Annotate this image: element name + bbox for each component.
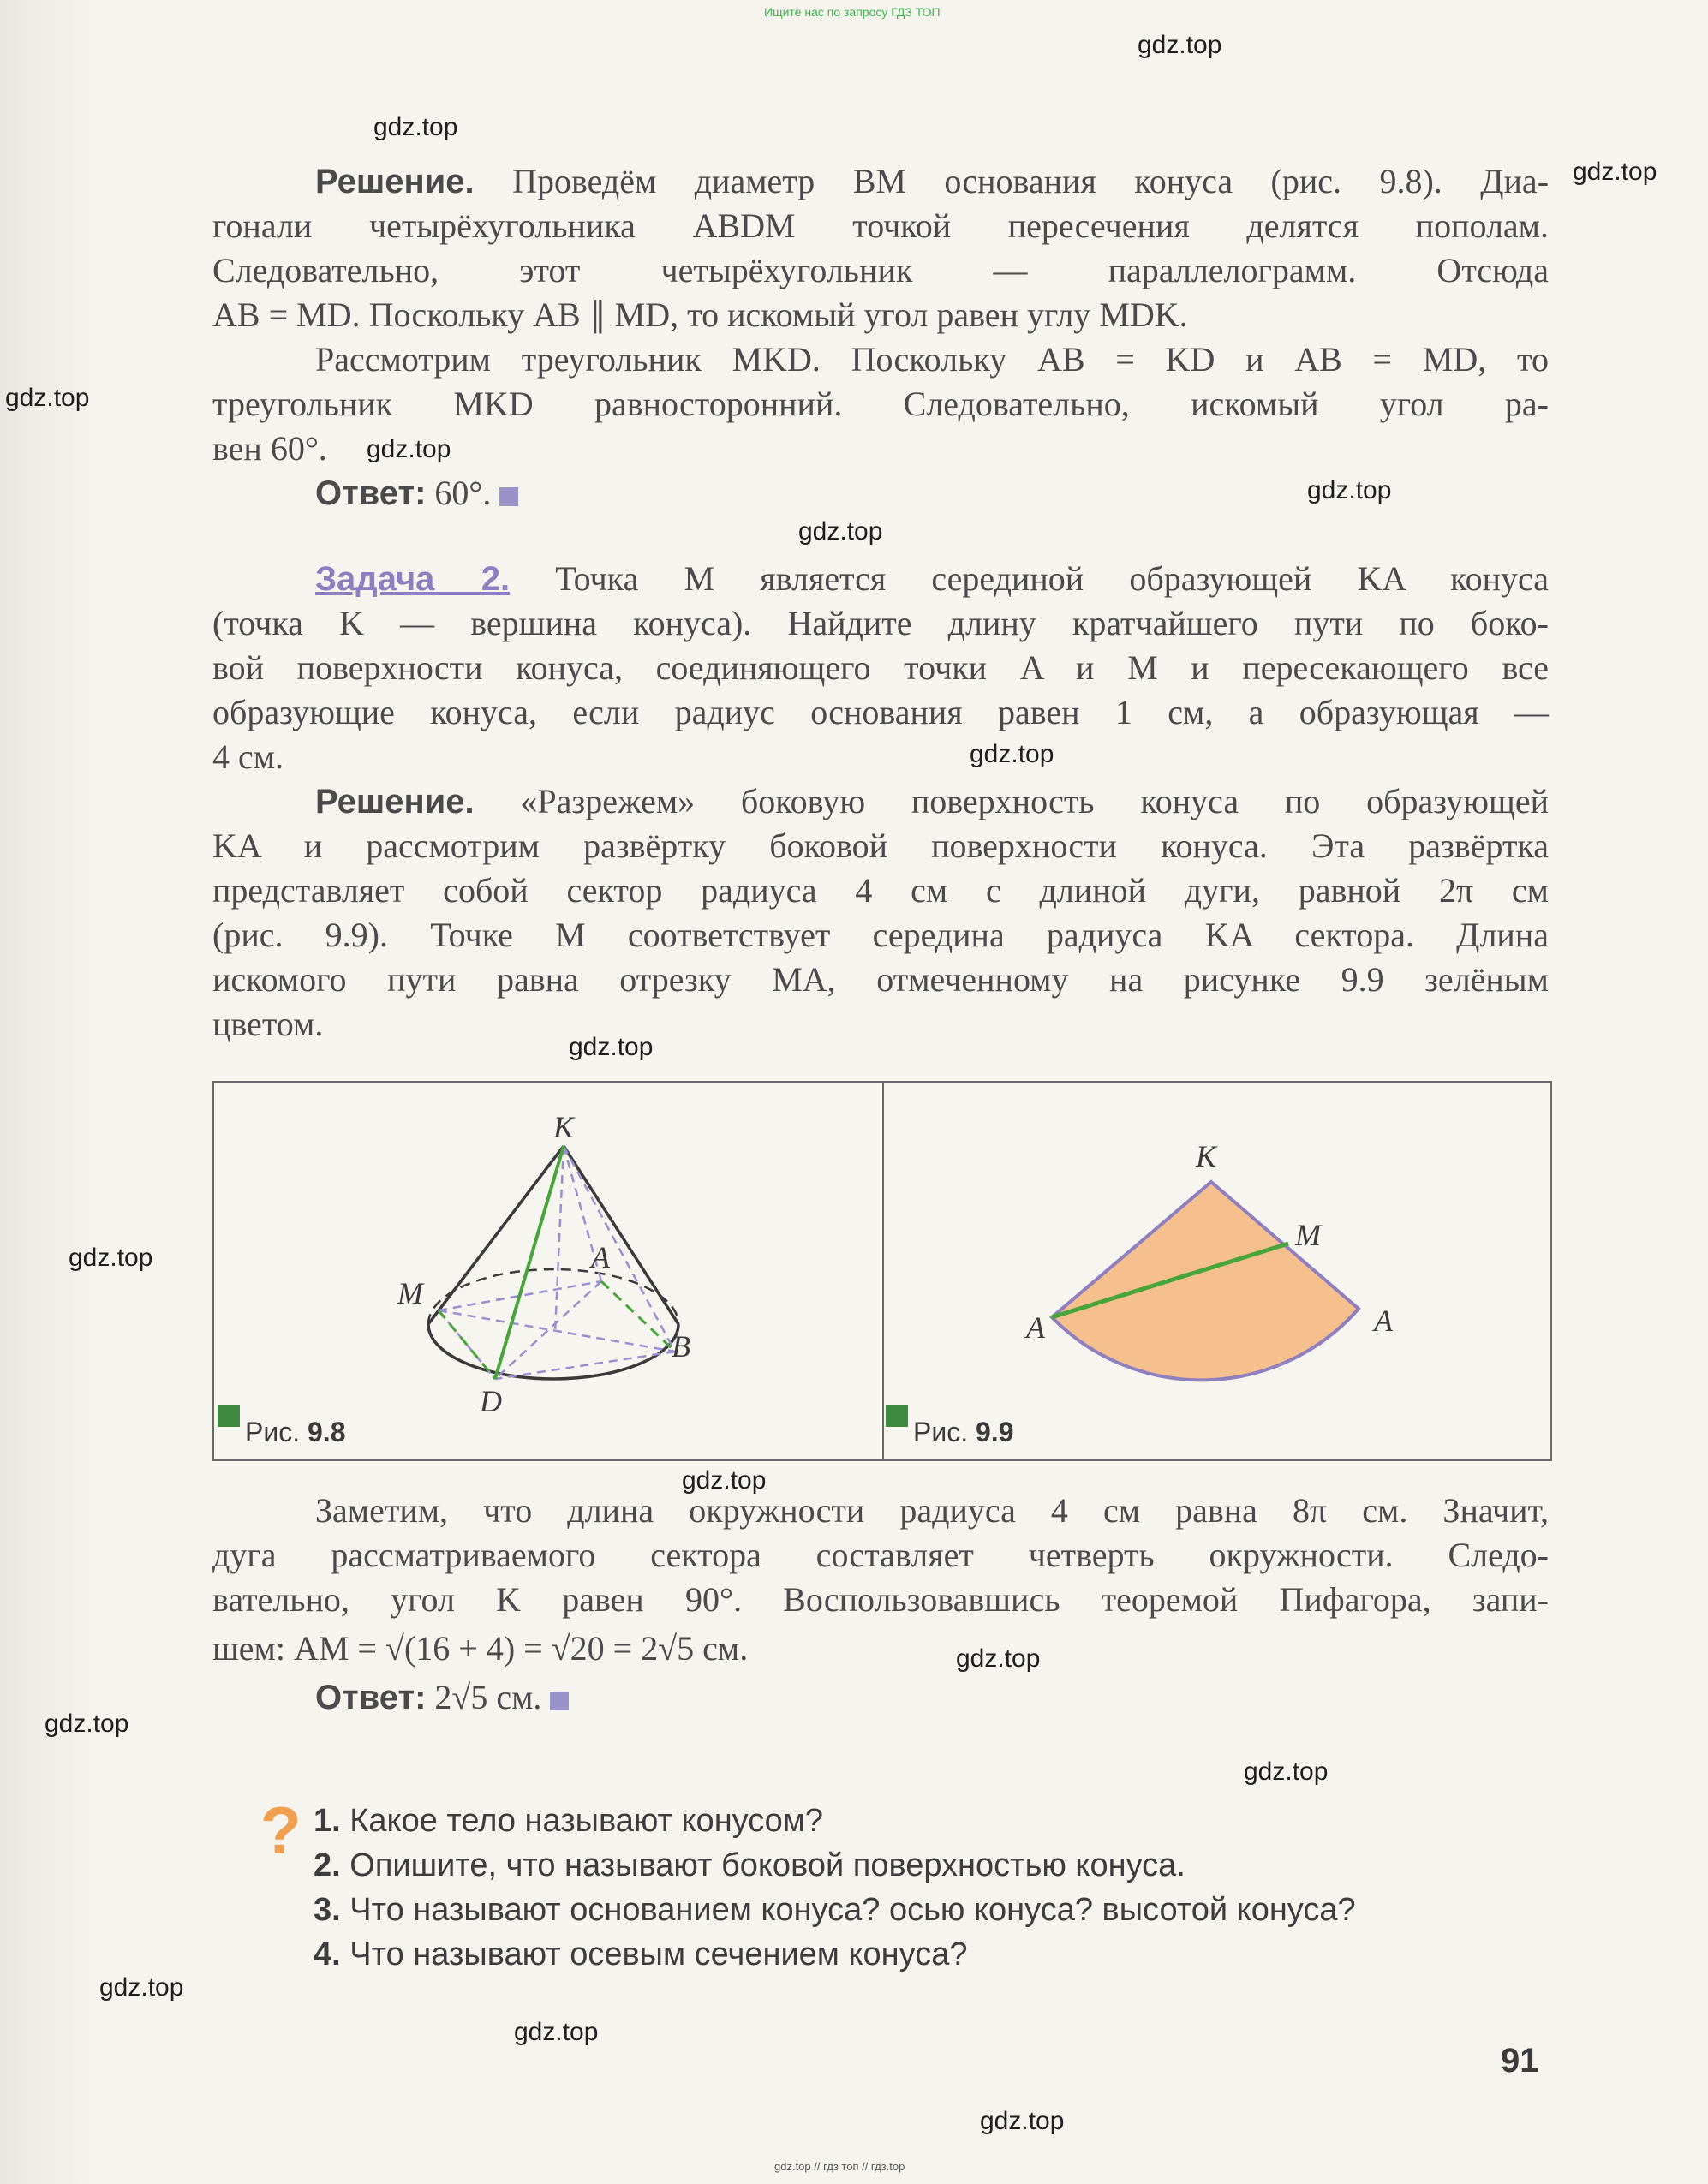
- question-text: Какое тело называют конусом?: [349, 1803, 824, 1839]
- figure-9-9-sector: [884, 1083, 1552, 1459]
- caption-prefix: Рис.: [245, 1417, 301, 1447]
- solution-2: [212, 779, 1549, 1047]
- task-label: Задача 2.: [315, 560, 511, 598]
- text-line: (точка K — вершина конуса). Найдите длину кратчайшего пути по боко-: [212, 604, 1549, 642]
- text-line: Проведём диаметр BM основания конуса (рис. 9.8). Диа-: [512, 162, 1550, 200]
- text-line: вательно, угол K равен 90°. Воспользовавшись теоремой Пифагора, запи-: [212, 1580, 1549, 1619]
- watermark: gdz.top: [45, 1710, 129, 1738]
- caption-marker: [218, 1405, 240, 1427]
- watermark: gdz.top: [99, 1973, 184, 2002]
- watermark: gdz.top: [682, 1466, 767, 1495]
- solution-1: [212, 159, 1549, 516]
- text-line: вой поверхности конуса, соединяющего точки A и M и пересекающего все: [212, 648, 1549, 687]
- point-label-A-left: A: [1026, 1310, 1045, 1345]
- watermark: gdz.top: [5, 384, 90, 412]
- watermark: gdz.top: [69, 1244, 153, 1272]
- caption-marker: [886, 1405, 908, 1427]
- point-label-M: M: [1295, 1218, 1321, 1252]
- question-mark-icon: ?: [260, 1793, 302, 1868]
- header-note: Ищите нас по запросу ГДЗ ТОП: [764, 5, 941, 19]
- text-line: шем: AM = √(16 + 4) = √20 = 2√5 см.: [212, 1629, 749, 1668]
- answer-value: 2√5 см.: [434, 1678, 542, 1716]
- text-line: искомого пути равна отрезку MA, отмеченному на рисунке 9.9 зелёным: [212, 960, 1549, 999]
- question-number: 2.: [314, 1847, 341, 1883]
- watermark: gdz.top: [1307, 476, 1392, 504]
- figure-9-8-cone: [214, 1083, 882, 1459]
- sector-shape: [1052, 1182, 1359, 1380]
- question-text: Что называют осевым сечением конуса?: [349, 1936, 968, 1972]
- question-number: 4.: [314, 1936, 341, 1972]
- text-line: Заметим, что длина окружности радиуса 4 см равна 8π см. Значит,: [315, 1491, 1549, 1530]
- list-item: [314, 1932, 1356, 1977]
- watermark: gdz.top: [514, 2018, 599, 2046]
- text-line: 4 см.: [212, 737, 284, 776]
- figure-9-9-caption: [913, 1417, 1013, 1448]
- text-line: цветом.: [212, 1005, 324, 1043]
- page-number: 91: [1501, 2042, 1539, 2080]
- figure-9-8-caption: [245, 1417, 345, 1448]
- point-label-A-right: A: [1374, 1304, 1393, 1338]
- watermark: gdz.top: [373, 113, 458, 141]
- watermark: gdz.top: [1138, 31, 1222, 59]
- text-line: (рис. 9.9). Точке M соответствует середина радиуса KA сектора. Длина: [212, 916, 1549, 954]
- point-label-K: K: [1196, 1139, 1217, 1173]
- text-line: Точка M является серединой образующей KA конуса: [555, 559, 1549, 598]
- task-2: [212, 557, 1549, 779]
- text-line: представляет собой сектор радиуса 4 см с длиной дуги, равной 2π см: [212, 871, 1549, 910]
- point-label-B: B: [672, 1329, 690, 1364]
- text-line: треугольник MKD равносторонний. Следовательно, искомый угол ра-: [212, 385, 1549, 423]
- solution-label: Решение.: [315, 783, 475, 820]
- text-line: вен 60°.: [212, 429, 327, 468]
- text-line: Следовательно, этот четырёхугольник — параллелограмм. Отсюда: [212, 251, 1549, 289]
- watermark: gdz.top: [798, 517, 883, 546]
- text-line: гонали четырёхугольника ABDM точкой пересечения делятся пополам.: [212, 206, 1549, 245]
- text-line: Рассмотрим треугольник MKD. Поскольку AB = KD и AB = MD, то: [315, 340, 1549, 379]
- question-number: 3.: [314, 1892, 341, 1928]
- watermark: gdz.top: [1244, 1757, 1329, 1786]
- question-text: Что называют основанием конуса? осью конуса? высотой конуса?: [349, 1892, 1356, 1928]
- watermark: gdz.top: [569, 1033, 654, 1061]
- figures-panel: [212, 1081, 1552, 1461]
- answer-label: Ответ:: [315, 474, 427, 512]
- text-line: «Разрежем» боковую поверхность конуса по образующей: [520, 782, 1549, 820]
- answer-value: 60°.: [434, 474, 492, 512]
- watermark: gdz.top: [367, 435, 451, 463]
- answer-label: Ответ:: [315, 1679, 427, 1716]
- text-line: AB = MD. Поскольку AB ∥ MD, то искомый угол равен углу MDK.: [212, 295, 1188, 334]
- text-line: образующие конуса, если радиус основания равен 1 см, а образующая —: [212, 693, 1549, 731]
- solution-label: Решение.: [315, 163, 475, 200]
- text-line: KA и рассмотрим развёртку боковой поверхности конуса. Эта развёртка: [212, 826, 1549, 865]
- watermark: gdz.top: [970, 740, 1054, 768]
- list-item: [314, 1799, 1356, 1843]
- text-line: дуга рассматриваемого сектора составляет четверть окружности. Следо-: [212, 1536, 1549, 1574]
- point-label-K: K: [553, 1110, 575, 1144]
- list-item: [314, 1888, 1356, 1932]
- caption-number: 9.9: [976, 1417, 1014, 1447]
- question-text: Опишите, что называют боковой поверхностью конуса.: [349, 1847, 1185, 1883]
- point-label-D: D: [480, 1384, 502, 1418]
- review-questions: [314, 1799, 1356, 1977]
- watermark: gdz.top: [980, 2107, 1065, 2135]
- caption-prefix: Рис.: [913, 1417, 969, 1447]
- end-of-solution-square: [550, 1692, 569, 1710]
- caption-number: 9.8: [308, 1417, 346, 1447]
- end-of-solution-square: [499, 487, 518, 506]
- watermark: gdz.top: [956, 1644, 1041, 1673]
- point-label-M: M: [397, 1276, 423, 1310]
- question-number: 1.: [314, 1803, 341, 1839]
- page-edge-shadow: [0, 0, 103, 2184]
- watermark: gdz.top: [1573, 158, 1657, 186]
- solution-2-continued: [212, 1489, 1549, 1720]
- list-item: [314, 1843, 1356, 1888]
- point-label-A: A: [591, 1240, 610, 1274]
- footer-note: gdz.top // гдз топ // гдз.top: [774, 2160, 905, 2173]
